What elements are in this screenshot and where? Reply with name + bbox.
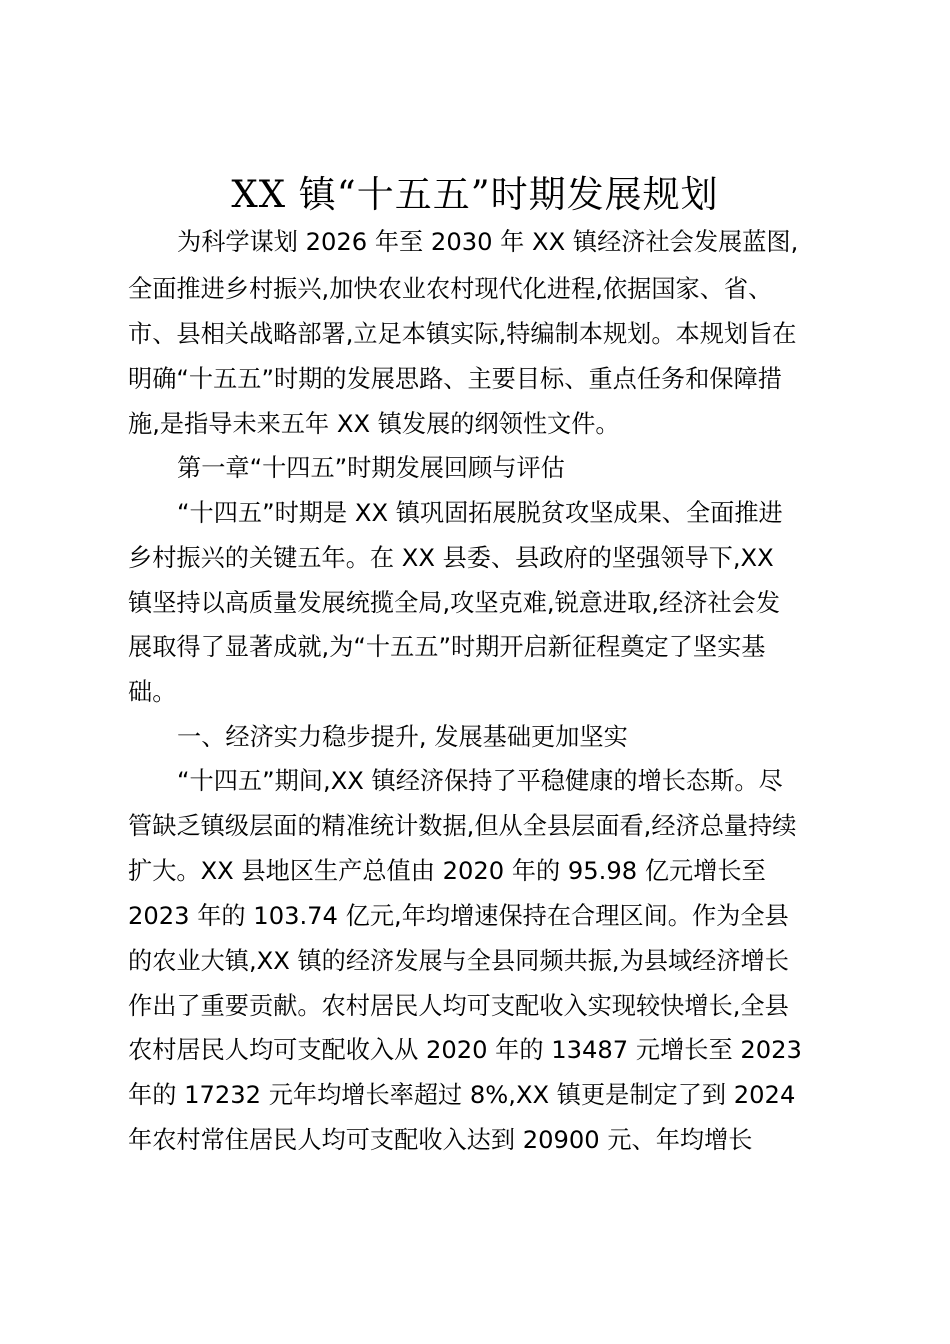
text-line: 农村居民人均可支配收入从 2020 年的 13487 元增长至 2023 (128, 1036, 802, 1064)
text-line: “十四五”期间,XX 镇经济保持了平稳健康的增长态斯。尽 (177, 767, 783, 795)
text-line: 年农村常住居民人均可支配收入达到 20900 元、年均增长 (128, 1126, 753, 1154)
text-line: 明确“十五五”时期的发展思路、主要目标、重点任务和保障措 (128, 365, 782, 393)
section-heading: 一、经济实力稳步提升, 发展基础更加坚实 (177, 723, 628, 751)
text-line: 年的 17232 元年均增长率超过 8%,XX 镇更是制定了到 2024 (128, 1081, 796, 1109)
text-line: 施,是指导未来五年 XX 镇发展的纲领性文件。 (128, 410, 620, 438)
text-line: 2023 年的 103.74 亿元,年均增速保持在合理区间。作为全县 (128, 902, 789, 930)
text-line: “十四五”时期是 XX 镇巩固拓展脱贫攻坚成果、全面推进 (177, 499, 783, 527)
text-line: 乡村振兴的关键五年。在 XX 县委、县政府的坚强领导下,XX (128, 544, 774, 572)
text-line: 作出了重要贡献。农村居民人均可支配收入实现较快增长,全县 (128, 992, 789, 1020)
text-line: 础。 (128, 678, 177, 706)
text-line: 管缺乏镇级层面的精准统计数据,但从全县层面看,经济总量持续 (128, 812, 797, 840)
text-line: 市、县相关战略部署,立足本镇实际,特编制本规划。本规划旨在 (128, 320, 797, 348)
text-line: 镇坚持以高质量发展统揽全局,攻坚克难,锐意进取,经济社会发 (128, 589, 780, 617)
chapter-heading: 第一章“十四五”时期发展回顾与评估 (177, 454, 565, 482)
text-line: 扩大。XX 县地区生产总值由 2020 年的 95.98 亿元增长至 (128, 857, 766, 885)
text-line: 展取得了显著成就,为“十五五”时期开启新征程奠定了坚实基 (128, 633, 766, 661)
text-line: 全面推进乡村振兴,加快农业农村现代化进程,依据国家、省、 (128, 275, 773, 303)
document-title: XX 镇“十五五”时期发展规划 (231, 173, 719, 216)
text-line: 的农业大镇,XX 镇的经济发展与全县同频共振,为县域经济增长 (128, 947, 789, 975)
text-line: 为科学谋划 2026 年至 2030 年 XX 镇经济社会发展蓝图, (177, 228, 799, 256)
